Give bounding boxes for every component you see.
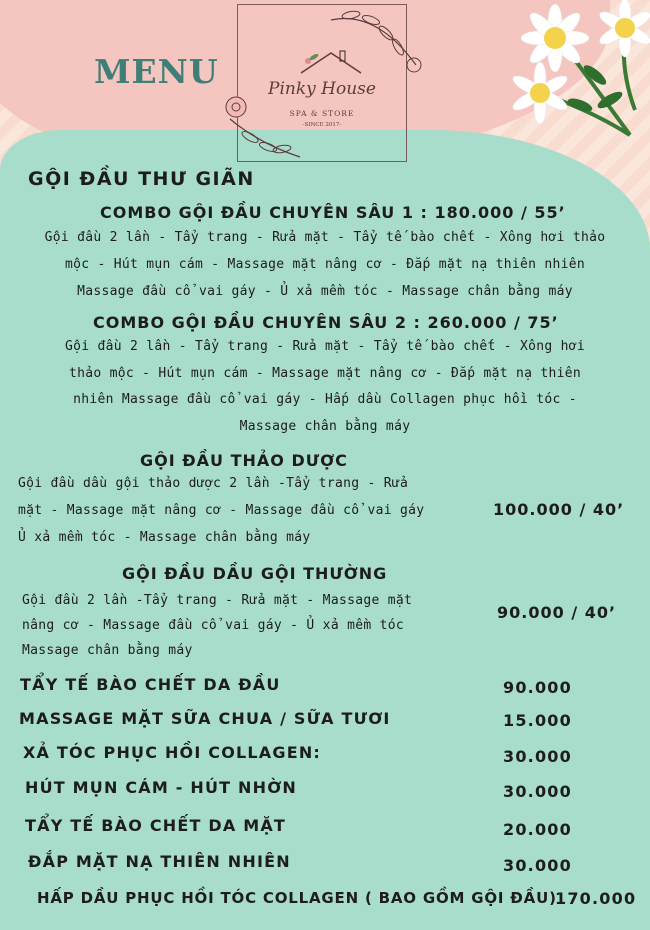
logo-name: Pinky House bbox=[268, 79, 376, 99]
item-name: ĐẮP MẶT NẠ THIÊN NHIÊN bbox=[28, 852, 291, 871]
combo2-line: thảo mộc - Hút mụn cám - Massage mặt nâng cơ - Đắp mặt nạ thiên bbox=[69, 366, 581, 381]
regular-line: Gội đầu 2 lần -Tẩy trang - Rửa mặt - Massage mặt bbox=[22, 593, 413, 608]
herbal-line: Ủ xả mềm tóc - Massage chân bằng máy bbox=[18, 530, 311, 545]
combo1-line: Gội đầu 2 lần - Tẩy trang - Rửa mặt - Tẩy tế bào chết - Xông hơi thảo bbox=[44, 230, 606, 245]
herbal-price: 100.000 / 40’ bbox=[493, 500, 625, 519]
combo2-line: Gội đầu 2 lần - Tẩy trang - Rửa mặt - Tẩy tế bào chết - Xông hơi bbox=[64, 339, 586, 354]
daisy-flower-icon bbox=[500, 0, 650, 150]
herbal-title: GỘI ĐẦU THẢO DƯỢC bbox=[140, 451, 348, 470]
item-price: 90.000 bbox=[503, 678, 572, 697]
item-price: 30.000 bbox=[503, 782, 572, 801]
item-name: HÚT MỤN CÁM - HÚT NHỜN bbox=[25, 778, 297, 797]
herbal-line: Gội đầu dầu gội thảo dược 2 lần -Tẩy trang - Rửa bbox=[18, 476, 409, 491]
combo1-line: Massage đầu cổ vai gáy - Ủ xả mềm tóc - Massage chân bằng máy bbox=[77, 284, 573, 299]
item-name: XẢ TÓC PHỤC HỒI COLLAGEN: bbox=[23, 743, 322, 762]
leaf-branch-icon bbox=[326, 5, 426, 75]
item-price: 20.000 bbox=[503, 820, 572, 839]
combo2-line: Massage chân bằng máy bbox=[239, 419, 411, 434]
menu-title: MENU bbox=[94, 52, 219, 91]
regular-price: 90.000 / 40’ bbox=[497, 603, 617, 622]
regular-line: Massage chân bằng máy bbox=[22, 643, 193, 658]
combo2-line: nhiên Massage đầu cổ vai gáy - Hấp dầu Collagen phục hồi tóc - bbox=[73, 392, 577, 407]
regular-title: GỘI ĐẦU DẦU GỘI THƯỜNG bbox=[122, 564, 388, 583]
last-item-name: HẤP DẦU PHỤC HỒI TÓC COLLAGEN ( BAO GỒM GỘI ĐẦU) bbox=[37, 889, 557, 907]
herbal-line: mặt - Massage mặt nâng cơ - Massage đầu cổ vai gáy bbox=[18, 503, 425, 518]
logo-since: -SINCE 2017- bbox=[302, 122, 342, 128]
logo-subtitle: SPA & STORE bbox=[289, 109, 355, 118]
item-price: 15.000 bbox=[503, 711, 572, 730]
item-name: TẨY TẾ BÀO CHẾT DA ĐẦU bbox=[20, 675, 281, 694]
item-name: TẨY TẾ BÀO CHẾT DA MẶT bbox=[25, 816, 287, 835]
item-price: 30.000 bbox=[503, 747, 572, 766]
section-title: GỘI ĐẦU THƯ GIÃN bbox=[28, 168, 255, 190]
item-price: 30.000 bbox=[503, 856, 572, 875]
combo1-line: mộc - Hút mụn cám - Massage mặt nâng cơ - Đắp mặt nạ thiên nhiên bbox=[64, 257, 586, 272]
item-name: MASSAGE MẶT SỮA CHUA / SỮA TƯƠI bbox=[19, 709, 391, 728]
combo2-title: COMBO GỘI ĐẦU CHUYÊN SÂU 2 : 260.000 / 75’ bbox=[93, 313, 559, 332]
logo bbox=[237, 4, 407, 162]
last-item-price: 170.000 bbox=[555, 889, 637, 908]
combo1-title: COMBO GỘI ĐẦU CHUYÊN SÂU 1 : 180.000 / 55’ bbox=[100, 203, 566, 222]
regular-line: nâng cơ - Massage đầu cổ vai gáy - Ủ xả mềm tóc bbox=[22, 618, 404, 633]
